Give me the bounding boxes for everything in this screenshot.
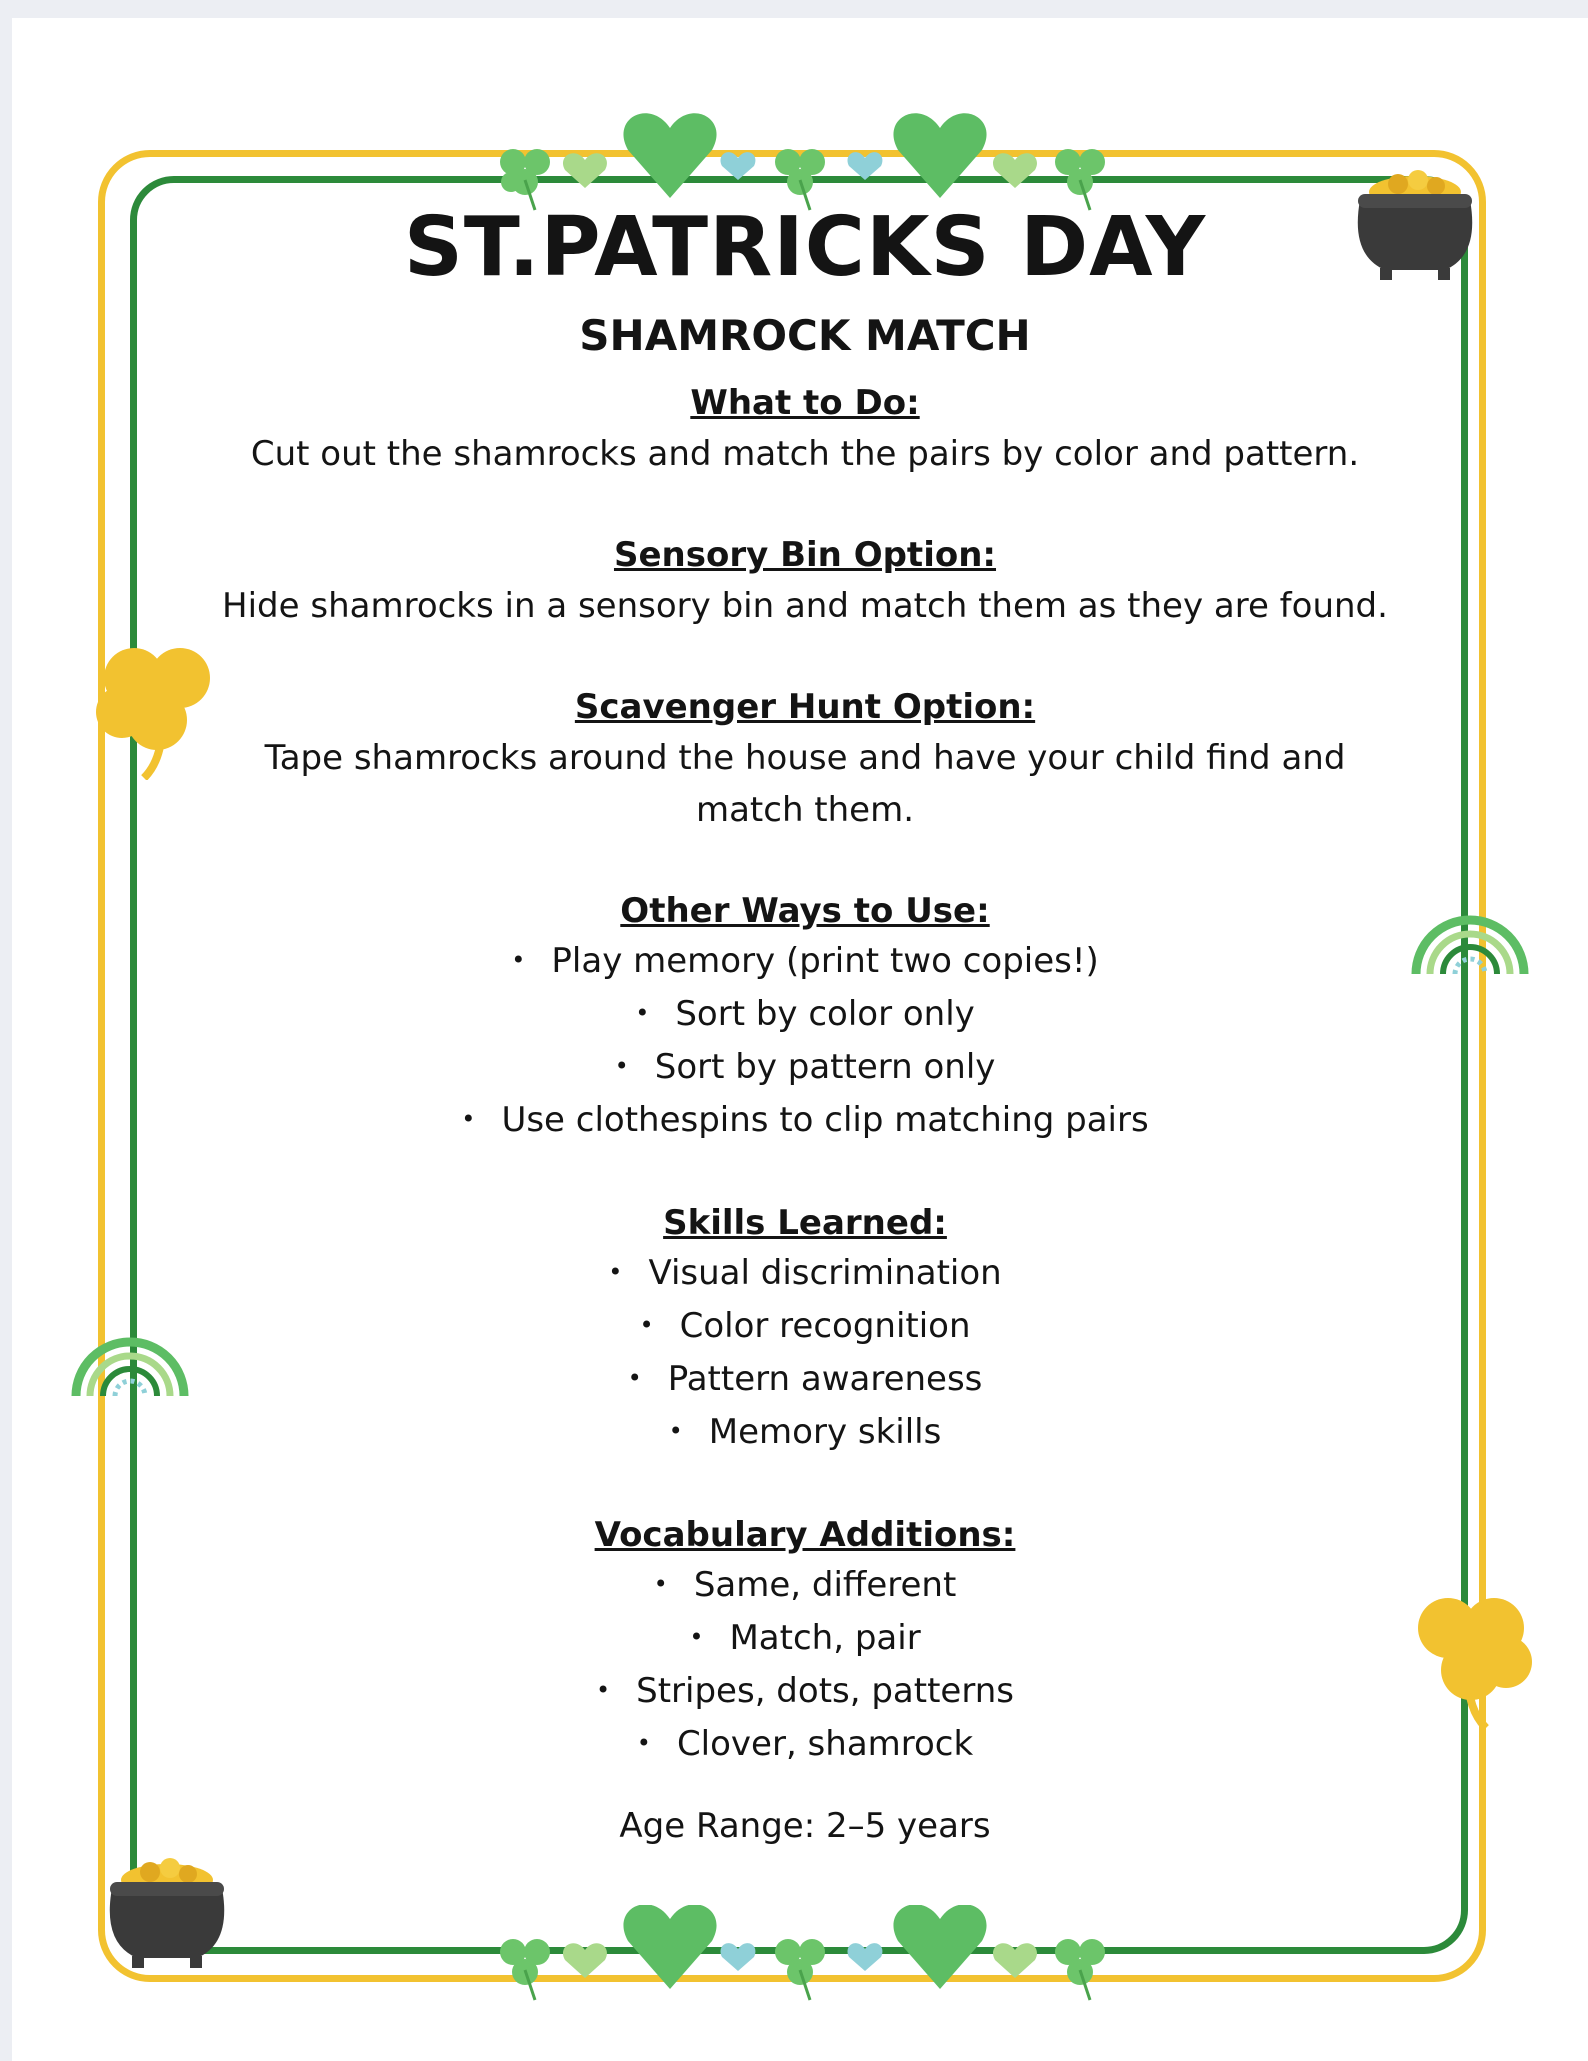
- age-range: Age Range: 2–5 years: [619, 1806, 991, 1846]
- heart-icon: [563, 153, 607, 188]
- list-item: • Pattern awareness: [150, 1354, 1460, 1407]
- heart-icon: [848, 152, 883, 180]
- vocabulary-heading: Vocabulary Additions:: [594, 1515, 1016, 1555]
- skills-list: [150, 1248, 1460, 1460]
- heart-icon: [893, 113, 986, 198]
- list-item: • Clover, shamrock: [150, 1719, 1460, 1772]
- scavenger-hunt-heading: Scavenger Hunt Option:: [574, 687, 1036, 727]
- what-to-do-heading: What to Do:: [690, 383, 920, 423]
- list-item: • Play memory (print two copies!): [150, 936, 1460, 989]
- bottom-garland: [470, 1905, 1130, 2015]
- heart-icon: [623, 1905, 716, 1989]
- list-item: • Stripes, dots, patterns: [150, 1666, 1460, 1719]
- heart-icon: [563, 1943, 607, 1978]
- vocabulary-list: [150, 1560, 1460, 1772]
- other-ways-list: [150, 936, 1460, 1148]
- heart-icon: [721, 152, 756, 180]
- heart-icon: [993, 153, 1037, 188]
- page-title: ST.PATRICKS DAY: [403, 200, 1207, 295]
- heart-icon: [721, 1943, 756, 1971]
- shamrock-icon: [1055, 1939, 1105, 2000]
- list-item: • Same, different: [150, 1560, 1460, 1613]
- list-item: • Use clothespins to clip matching pairs: [150, 1095, 1460, 1148]
- sensory-bin-text: Hide shamrocks in a sensory bin and match them as they are found.: [222, 586, 1388, 626]
- heart-icon: [848, 1943, 883, 1971]
- list-item: • Visual discrimination: [150, 1248, 1460, 1301]
- other-ways-heading: Other Ways to Use:: [620, 891, 990, 931]
- list-item: • Color recognition: [150, 1301, 1460, 1354]
- sensory-bin-heading: Sensory Bin Option:: [613, 535, 997, 575]
- heart-icon: [623, 113, 716, 198]
- page-subtitle: SHAMROCK MATCH: [579, 311, 1031, 360]
- shamrock-icon: [500, 1939, 550, 2000]
- shamrock-icon: [775, 1939, 825, 2000]
- heart-icon: [893, 1905, 986, 1989]
- pot-of-gold-icon: [92, 1848, 242, 1973]
- list-item: • Match, pair: [150, 1613, 1460, 1666]
- worksheet-content: [150, 200, 1460, 1852]
- what-to-do-text: Cut out the shamrocks and match the pairs by color and pattern.: [250, 434, 1360, 474]
- scavenger-hunt-text-line1: Tape shamrocks around the house and have your child find and: [264, 738, 1346, 778]
- list-item: • Memory skills: [150, 1407, 1460, 1460]
- heart-icon: [993, 1943, 1037, 1978]
- list-item: • Sort by color only: [150, 989, 1460, 1042]
- skills-heading: Skills Learned:: [663, 1203, 947, 1243]
- list-item: • Sort by pattern only: [150, 1042, 1460, 1095]
- scavenger-hunt-text-line2: match them.: [695, 790, 915, 830]
